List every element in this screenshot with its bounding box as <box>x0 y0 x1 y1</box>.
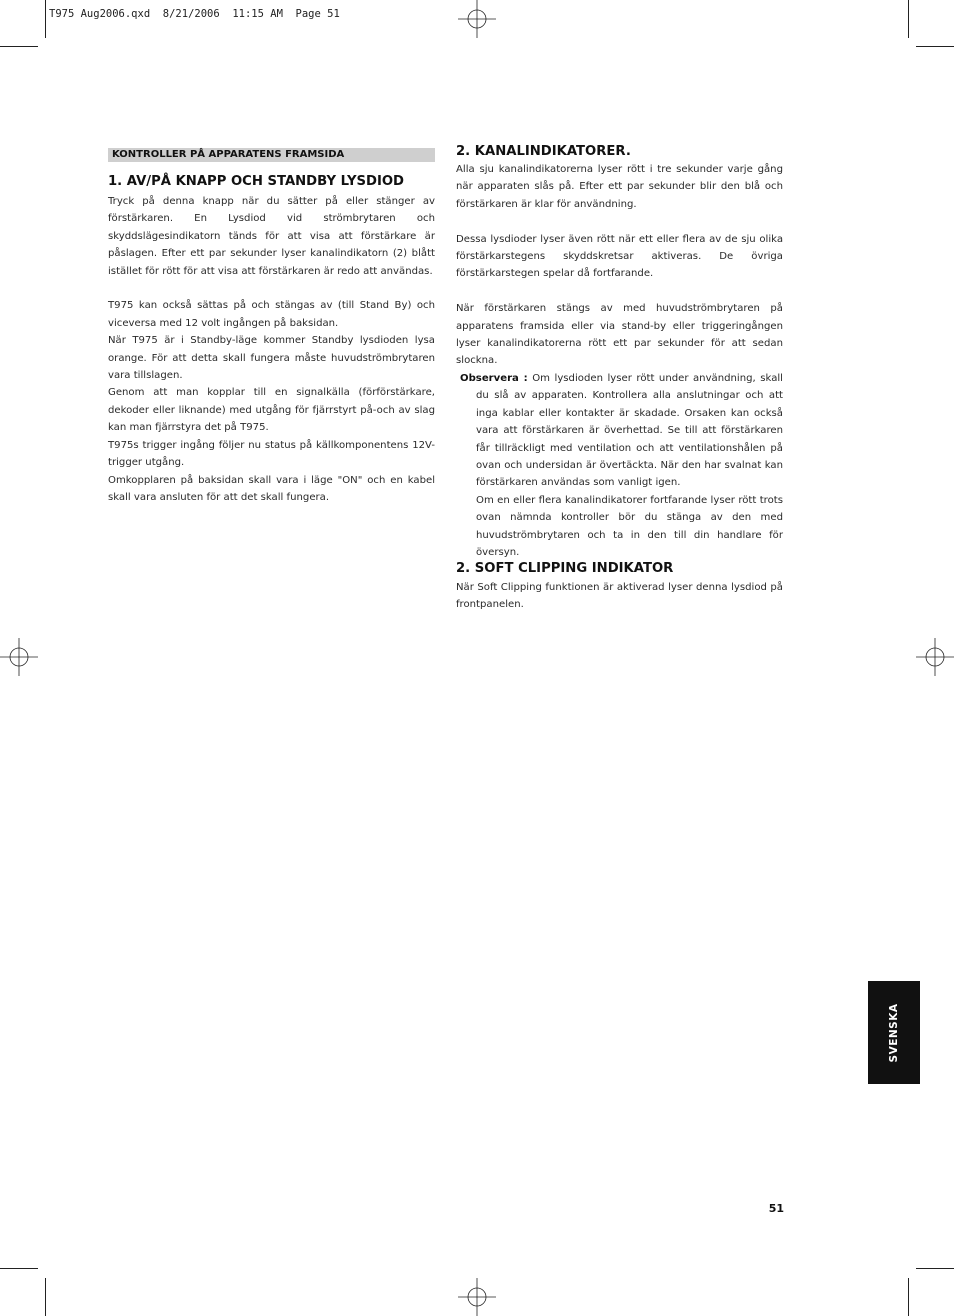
right-column-text <box>456 161 783 387</box>
crop-mark-bottom-right-h <box>916 1268 954 1269</box>
left-paragraph-5: T975s trigger ingång följer nu status på källkomponentens 12V-trigger utgång. <box>108 439 435 469</box>
note-block-2 <box>476 492 783 562</box>
registration-mark-right-icon <box>916 638 954 676</box>
registration-mark-top-icon <box>458 0 496 38</box>
right-paragraph-spacer-2 <box>456 283 783 300</box>
note-label: Observera : <box>460 373 528 384</box>
note-text: Om lysdioden lyser rött under användning, skall du slå av apparaten. Kontrollera alla anslutningar och att inga kablar eller kontakter är skadade. Orsaken kan också vara att förstärkaren är överhettad. Se till att förstärkaren får tillräckligt med ventilation och att ventilationshålen på ovan och undersidan är övertäckta. När den har svalnat kan förstärkaren användas som vanligt igen. <box>476 373 783 489</box>
registration-mark-bottom-icon <box>458 1278 496 1316</box>
left-heading: 1. AV/PÅ KNAPP OCH STANDBY LYSDIOD <box>108 174 405 189</box>
right-paragraph-4: När Soft Clipping funktionen är aktiverad lyser denna lysdiod på frontpanelen. <box>456 582 783 611</box>
note-paragraph-2: Om en eller flera kanalindikatorer fortfarande lyser rött trots ovan nämnda kontroller bör du stänga av den med huvudströmbrytaren och ta in den till din handlare för översyn. <box>476 495 783 559</box>
left-paragraph-3: När T975 är i Standby-läge kommer Standby lysdioden lysa orange. För att detta skall fungera måste huvudströmbrytaren vara tillslagen. <box>108 335 435 382</box>
left-paragraph-6: Omkopplaren på baksidan skall vara i läge "ON" och en kabel skall vara ansluten för att det skall fungera. <box>108 474 435 503</box>
right-paragraph-1: Alla sju kanalindikatorerna lyser rött i tre sekunder varje gång när apparaten slås på. Efter ett par sekunder blir den blå och förstärkaren är klar för användning. <box>456 164 783 210</box>
left-paragraph-1: Tryck på denna knapp när du sätter på eller stänger av förstärkaren. En Lysdiod vid strömbrytaren och skyddslägesindikatorn tänds för att visa att förstärkare är påslagen. Efter ett par sekunder lyser kanalindikatorn (2) blått istället för rött för att visa att förstärkaren är redo att användas. <box>108 196 435 277</box>
crop-mark-top-left-h <box>0 46 38 47</box>
crop-mark-bottom-left-v <box>45 1278 46 1316</box>
registration-mark-left-icon <box>0 638 38 676</box>
left-column-text <box>108 193 435 506</box>
right-paragraph-3: När förstärkaren stängs av med huvudströmbrytaren på apparatens framsida eller via stand-by eller triggeringången lyser kanalindikatorerna rött ett par sekunder för att sedan slockna. <box>456 303 783 367</box>
soft-clipping-text <box>456 579 783 614</box>
right-paragraph-2: Dessa lysdioder lyser även rött när ett eller flera av de sju olika förstärkarstegens skyddskretsar aktiveras. De övriga förstärkarstegen spelar då fortfarande. <box>456 233 783 280</box>
crop-mark-bottom-right-v <box>908 1278 909 1316</box>
note-paragraph-1 <box>460 370 783 492</box>
note-block <box>460 370 783 492</box>
left-paragraph-spacer <box>108 280 435 297</box>
language-tab <box>868 981 920 1084</box>
section-header: KONTROLLER PÅ APPARATENS FRAMSIDA <box>108 148 435 162</box>
right-heading-channel-indicators: 2. KANALINDIKATORER. <box>456 144 631 159</box>
left-paragraph-4: Genom att man kopplar till en signalkälla (förförstärkare, dekoder eller liknande) med utgång för fjärrstyrt på-och av slag kan man fjärrstyra det på T975. <box>108 387 435 434</box>
page-number: 51 <box>768 1202 784 1215</box>
right-heading-soft-clipping: 2. SOFT CLIPPING INDIKATOR <box>456 561 674 576</box>
crop-mark-top-right-h <box>916 46 954 47</box>
crop-mark-top-right-v <box>908 0 909 38</box>
file-slug: T975 Aug2006.qxd 8/21/2006 11:15 AM Page 51 <box>49 8 340 20</box>
language-tab-label: SVENSKA <box>888 1003 900 1062</box>
crop-mark-top-left-v <box>45 0 46 38</box>
left-paragraph-2: T975 kan också sättas på och stängas av (till Stand By) och viceversa med 12 volt ingången på baksidan. <box>108 300 435 329</box>
crop-mark-bottom-left-h <box>0 1268 38 1269</box>
right-paragraph-spacer-1 <box>456 213 783 230</box>
